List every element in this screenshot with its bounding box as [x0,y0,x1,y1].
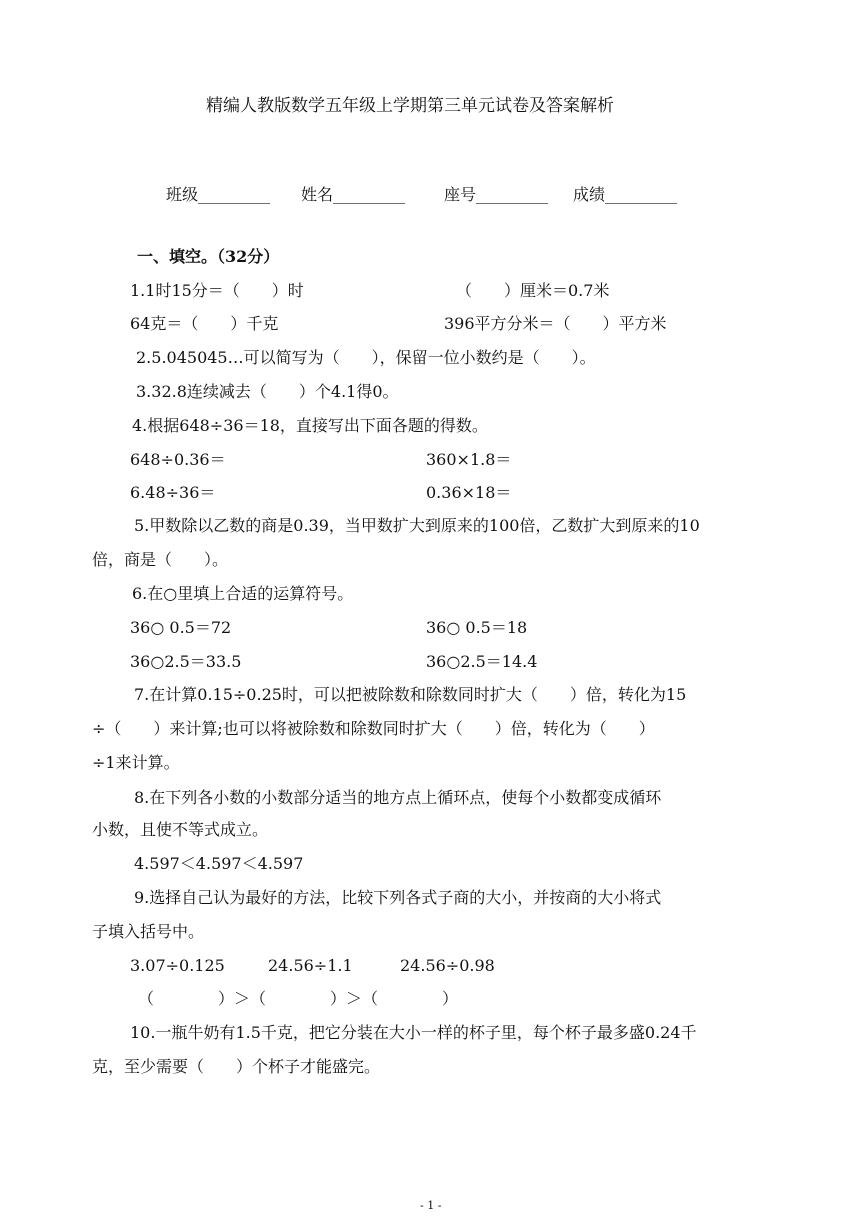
q4c: 6.48÷36＝ [130,483,216,502]
q6: 6.在○里填上合适的运算符号。 [132,584,354,603]
q6b: 36○ 0.5＝18 [426,618,528,637]
q1b: （ ）厘米＝0.7米 [456,281,610,300]
q7-line1: 7.在计算0.15÷0.25时，可以把被除数和除数同时扩大（ ）倍，转化为15 [134,685,687,704]
q4a: 648÷0.36＝ [130,450,226,469]
q3: 3.32.8连续减去（ ）个4.1得0。 [136,382,399,401]
q1d: 396平方分米＝（ ）平方米 [444,314,667,333]
q6a: 36○ 0.5＝72 [130,618,232,637]
q10-line1: 10.一瓶牛奶有1.5千克，把它分装在大小一样的杯子里，每个杯子最多盛0.24千 [130,1023,697,1042]
page-number: - 1 - [420,1199,442,1212]
q4d: 0.36×18＝ [426,483,512,502]
q8-line1: 8.在下列各小数的小数部分适当的地方点上循环点，使每个小数都变成循环 [134,788,662,807]
field-seat: 座号_________ [444,185,549,204]
q1a: 1.1时15分＝（ ）时 [130,281,304,300]
q9-line1: 9.选择自己认为最好的方法，比较下列各式子商的大小，并按商的大小将式 [134,888,662,907]
q6c: 36○2.5＝33.5 [130,652,242,671]
q1c: 64克＝（ ）千克 [130,314,279,333]
q8-line2: 小数，且使不等式成立。 [92,820,269,839]
q5-line1: 5.甲数除以乙数的商是0.39，当甲数扩大到原来的100倍，乙数扩大到原来的10 [134,516,700,535]
q2: 2.5.045045…可以简写为（ ），保留一位小数约是（ ）。 [136,348,596,367]
field-class: 班级_________ [166,185,271,204]
page-title: 精编人教版数学五年级上学期第三单元试卷及答案解析 [206,96,614,116]
field-score: 成绩_________ [573,185,678,204]
q9-order: （ ）＞（ ）＞（ ） [138,989,459,1008]
section-heading: 一、填空。（32分） [137,247,280,266]
q9-line2: 子填入括号中。 [92,922,205,941]
field-name: 姓名_________ [301,185,406,204]
q9c: 24.56÷0.98 [400,956,495,975]
q5-line2: 倍，商是（ ）。 [92,550,229,569]
q7-line3: ÷1来计算。 [92,753,180,772]
q6d: 36○2.5＝14.4 [426,652,538,671]
q4b: 360×1.8＝ [426,450,512,469]
q9b: 24.56÷1.1 [268,956,353,975]
q4: 4.根据648÷36＝18，直接写出下面各题的得数。 [132,416,488,435]
q8a: 4.597＜4.597＜4.597 [134,854,304,873]
q10-line2: 克，至少需要（ ）个杯子才能盛完。 [92,1057,381,1076]
q7-line2: ÷（ ）来计算;也可以将被除数和除数同时扩大（ ）倍，转化为（ ） [92,719,655,738]
q9a: 3.07÷0.125 [130,956,225,975]
